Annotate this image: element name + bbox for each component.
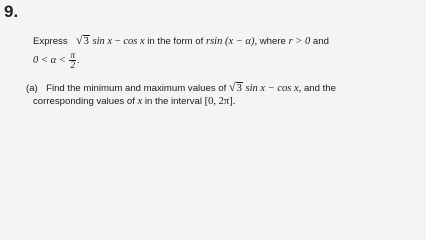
part-a-expression: sin x − cos x, (245, 83, 302, 94)
and-word: and (312, 36, 329, 47)
form-tail: sin (x − α), (210, 36, 258, 47)
where-word: where (259, 36, 286, 47)
sqrt-three: √3 (76, 33, 89, 47)
question-line-2 (33, 51, 80, 70)
r-symbol: r (205, 36, 211, 47)
form-phrase: in the form of (147, 36, 204, 47)
sqrt-three-part-a: √3 (228, 80, 242, 94)
minus-sign: − (114, 36, 121, 47)
line2-period: . (77, 55, 80, 67)
pi-over-two-fraction (69, 51, 76, 70)
part-a-label: (a) (26, 83, 38, 94)
part-a-and-the: and the (303, 83, 336, 94)
alpha-inequality: 0 < α < (33, 55, 66, 67)
r-condition: r > 0 (288, 36, 311, 47)
interval-text: in the interval (144, 96, 202, 107)
question-line-1 (33, 33, 329, 48)
part-a-instruction: Find the minimum and maximum values of (46, 83, 227, 94)
sin-x-term: sin x (92, 36, 113, 47)
corresponding-text: corresponding values of (33, 96, 135, 107)
fraction-denominator: 2 (70, 60, 75, 70)
cos-x-term: cos x (123, 36, 145, 47)
question-number: 9. (4, 2, 19, 21)
x-variable: x (137, 96, 143, 107)
interval-value: [0, 2π]. (204, 96, 236, 107)
part-a-line-2 (33, 96, 235, 107)
part-a-line-1 (26, 80, 336, 95)
fraction-numerator: π (70, 50, 75, 60)
express-word: Express (33, 36, 68, 47)
